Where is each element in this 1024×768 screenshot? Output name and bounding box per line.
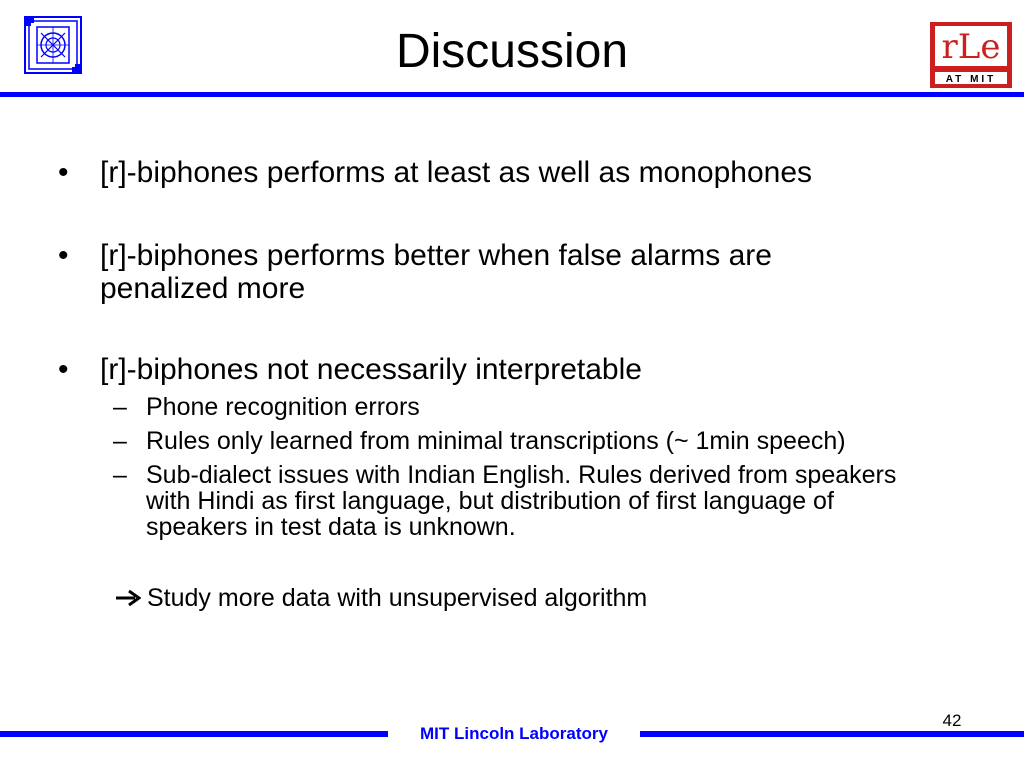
bullet-marker: • bbox=[58, 156, 69, 189]
bullet-marker: • bbox=[58, 353, 69, 386]
sub-bullet-text: Sub-dialect issues with Indian English. Rules derived from speakers with Hindi as first language, but distribution of first language of speakers in test data is unknown. bbox=[146, 461, 897, 541]
page-number: 42 bbox=[942, 711, 962, 730]
bullet-text: [r]-biphones performs at least as well as monophones bbox=[100, 156, 813, 189]
rle-logo-subtext: AT MIT bbox=[945, 74, 997, 85]
sub-bullet-text: Rules only learned from minimal transcriptions (~ 1min speech) bbox=[146, 427, 846, 455]
bullet-text: [r]-biphones not necessarily interpretable bbox=[100, 353, 642, 386]
sub-bullet-marker: – bbox=[113, 427, 127, 455]
bullet-marker: • bbox=[58, 239, 69, 272]
slide-title: Discussion bbox=[395, 25, 629, 78]
arrow-right-icon bbox=[115, 585, 141, 603]
sub-bullet-text: Phone recognition errors bbox=[146, 393, 420, 421]
sub-bullet-marker: – bbox=[113, 461, 127, 489]
footer-label: MIT Lincoln Laboratory bbox=[420, 724, 608, 743]
conclusion-text: Study more data with unsupervised algorithm bbox=[147, 584, 648, 612]
conclusion-line bbox=[115, 584, 647, 612]
rle-logo-text: rLe bbox=[941, 27, 1001, 67]
bullet-text: [r]-biphones performs better when false alarms are penalized more bbox=[100, 239, 772, 305]
footer-rule-left bbox=[0, 731, 388, 737]
footer-rule-right bbox=[640, 731, 1024, 737]
sub-bullet-marker: – bbox=[113, 393, 127, 421]
